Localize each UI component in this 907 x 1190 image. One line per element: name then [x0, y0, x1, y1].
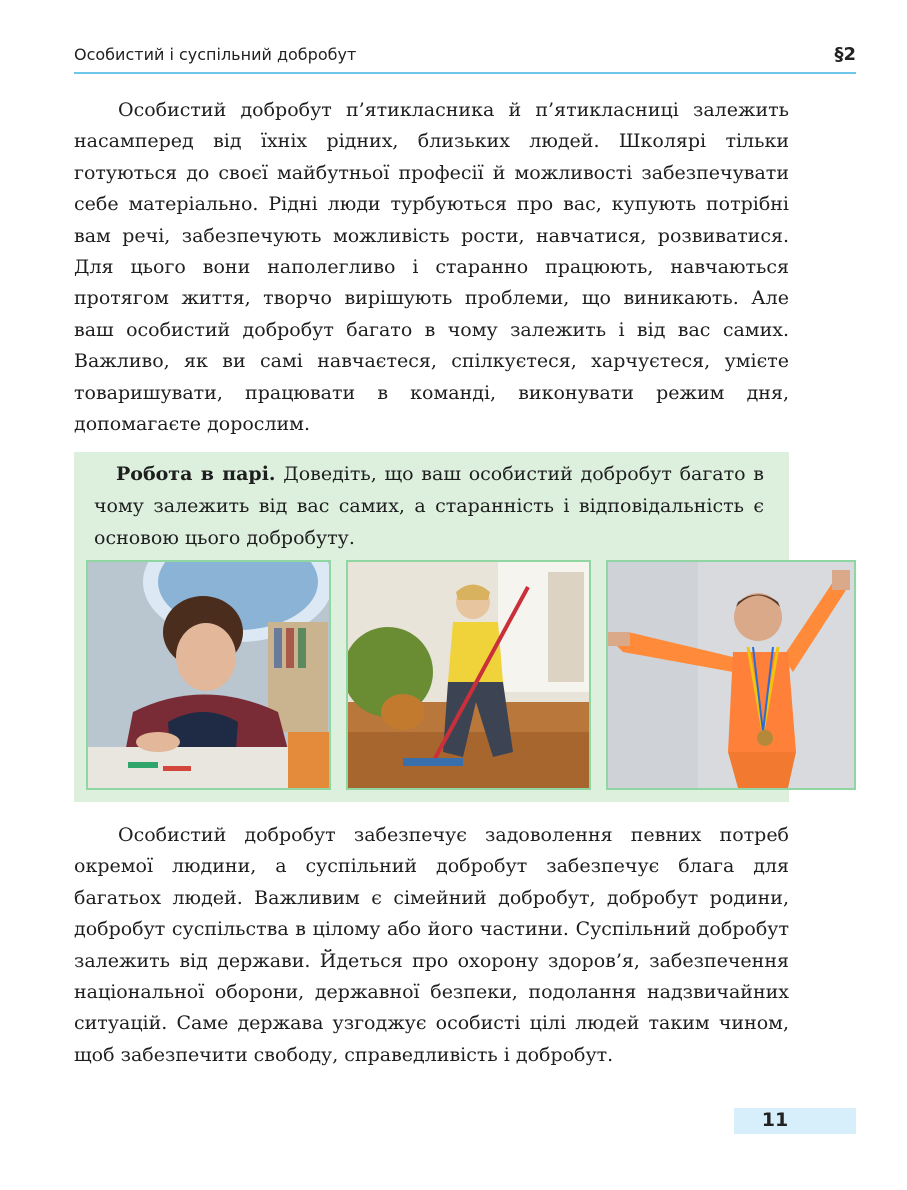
photo-gymnast-medal — [606, 560, 856, 790]
pair-work-label: Робота в парі. — [116, 463, 276, 485]
body-paragraph-1: Особистий добробут п’ятикласника й п’ятикласниці залежить насамперед від їхніх рідних, близьких людей. Школярі тільки готуються до своєї майбутньої професії й можливості забезпечувати себе матеріально. Рідні люди турбуються про вас, купують потрібні вам речі, забезпечують можливість рости, навчатися, розвиватися. Для цього вони наполегливо і старанно працюють, навчаються протягом життя, творчо вирішують проблеми, що виникають. Але ваш особистий добробут багато в чому залежить і від вас самих. Важливо, як ви самі навчаєтеся, спілкуєтеся, харчуєтеся, умієте товаришувати, працювати в команді, виконувати режим дня, допомагаєте дорослим. — [74, 99, 789, 436]
page-number-box — [734, 1108, 856, 1134]
photo-student-studying — [86, 560, 331, 790]
photo-boy-cleaning — [346, 560, 591, 790]
pair-work-text — [94, 458, 764, 554]
body-paragraph-2: Особистий добробут забезпечує задоволення певних потреб окремої людини, а суспільний добробут забезпечує блага для багатьох людей. Важливим є сімейний добробут, добробут родини, добробут суспільства в цілому або його частини. Суспільний добробут залежить від держави. Йдеться про охорону здоров’я, забезпечення національної оборони, державної безпеки, подолання надзвичайних ситуацій. Саме держава узгоджує особисті цілі людей таким чином, щоб забезпечити свободу, справедливість і добробут. — [74, 824, 789, 1066]
pair-work-instruction: Доведіть, що ваш особистий добробут багато в чому залежить від вас самих, а старанність і відповідальність є основою цього добробуту. — [94, 463, 765, 549]
page-number: 11 — [761, 1109, 789, 1131]
running-header — [74, 40, 856, 74]
chapter-title: Особистий і суспільний добробут — [74, 45, 357, 64]
section-number: §2 — [834, 44, 856, 65]
